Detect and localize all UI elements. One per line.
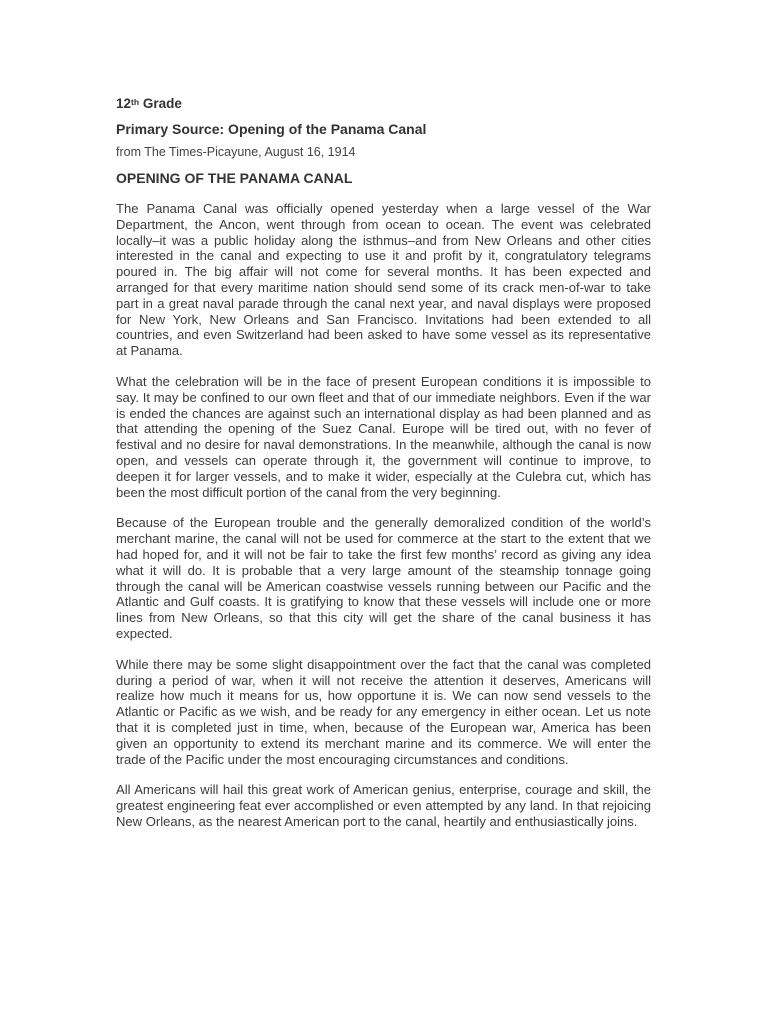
grade-number: 12	[116, 96, 132, 111]
citation: from The Times-Picayune, August 16, 1914	[116, 145, 356, 159]
grade-ordinal-suffix: th	[131, 97, 140, 107]
article-paragraph: All Americans will hail this great work of American genius, enterprise, courage and skill, the greatest engineering feat ever accomplished or even attempted by any land. In that rejoicing New Orleans, as the nearest American port to the canal, heartily and enthusiastically joins.	[116, 782, 651, 829]
article-paragraph: What the celebration will be in the face of present European conditions it is impossible to say. It may be confined to our own fleet and that of our immediate neighbors. Even if the war is ended the chances are against such an international display as had been planned and as that attending the opening of the Suez Canal. Europe will be tired out, with no fever of festival and no desire for naval demonstrations. In the meanwhile, although the canal is now open, and vessels can operate through it, the government will continue to improve, to deepen it for larger vessels, and to make it wider, especially at the Culebra cut, which has been the most difficult portion of the canal from the very beginning.	[116, 373, 651, 500]
grade-word: Grade	[139, 96, 182, 111]
grade-heading	[116, 94, 651, 114]
document-page	[116, 94, 651, 845]
article-paragraph: The Panama Canal was officially opened yesterday when a large vessel of the War Department, the Ancon, went through from ocean to ocean. The event was celebrated locally–it was a public holiday along the isthmus–and from New Orleans and other cities interested in the canal and expecting to use it and profit by it, congratulatory telegrams poured in. The big affair will not come for several months. It has been expected and arranged for that every maritime nation should send some of its crack men-of-war to take part in a great naval parade through the canal next year, and naval displays were proposed for New York, New Orleans and San Francisco. Invitations had been extended to all countries, and even Switzerland had been asked to have some vessel as its representative at Panama.	[116, 201, 651, 359]
article-paragraph: While there may be some slight disappointment over the fact that the canal was completed during a period of war, when it will not receive the attention it deserves, Americans will realize how much it means for us, how opportune it is. We can now send vessels to the Atlantic or Pacific as we wish, and be ready for any emergency in either ocean. Let us note that it is completed just in time, when, because of the European war, America has been given an opportunity to extend its merchant marine and its commerce. We will enter the trade of the Pacific under the most encouraging circumstances and conditions.	[116, 656, 651, 767]
article-paragraph: Because of the European trouble and the generally demoralized condition of the world’s merchant marine, the canal will not be used for commerce at the start to the extent that we had hoped for, and it will not be fair to take the first few months’ record as giving any idea what it will do. It is probable that a very large amount of the steamship tonnage going through the canal will be American coastwise vessels running between our Pacific and the Atlantic and Gulf coasts. It is gratifying to know that these vessels will include one or more lines from New Orleans, so that this city will get the share of the canal business it has expected.	[116, 515, 651, 641]
article-headline: OPENING OF THE PANAMA CANAL	[116, 170, 353, 186]
source-title: Primary Source: Opening of the Panama Canal	[116, 121, 427, 137]
